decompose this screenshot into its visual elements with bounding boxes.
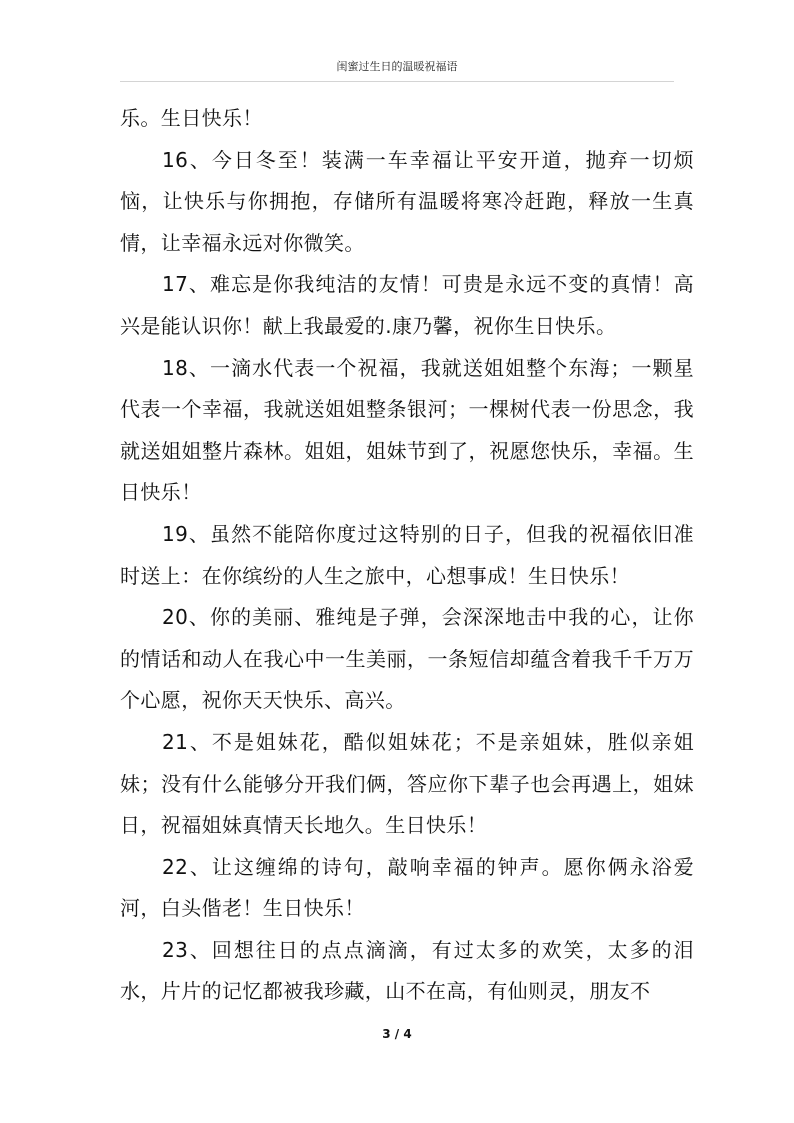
paragraph-21: 21、不是姐妹花，酷似姐妹花；不是亲姐妹，胜似亲姐妹；没有什么能够分开我们俩，答应你下辈子也会再遇上，姐妹日，祝福姐妹真情天长地久。生日快乐！ xyxy=(120,729,694,838)
paragraph-17: 17、难忘是你我纯洁的友情！可贵是永远不变的真情！高兴是能认识你！献上我最爱的.康乃馨，祝你生日快乐。 xyxy=(120,272,694,338)
page-number: 3 / 4 xyxy=(382,1027,412,1041)
document-body xyxy=(120,98,694,1013)
paragraph-19: 19、虽然不能陪你度过这特别的日子，但我的祝福依旧准时送上：在你缤纷的人生之旅中，心想事成！生日快乐！ xyxy=(120,521,694,588)
paragraph-18: 18、一滴水代表一个祝福，我就送姐姐整个东海；一颗星代表一个幸福，我就送姐姐整条银河；一棵树代表一份思念，我就送姐姐整片森林。姐姐，姐妹节到了，祝愿您快乐，幸福。生日快乐！ xyxy=(120,355,694,505)
paragraph-20: 20、你的美丽、雅纯是子弹，会深深地击中我的心，让你的情话和动人在我心中一生美丽，一条短信却蕴含着我千千万万个心愿，祝你天天快乐、高兴。 xyxy=(120,605,694,713)
paragraph-continuation: 乐。生日快乐！ xyxy=(120,106,263,130)
paragraph-16: 16、今日冬至！装满一车幸福让平安开道，抛弃一切烦恼，让快乐与你拥抱，存储所有温暖将寒冷赶跑，释放一生真情，让幸福永远对你微笑。 xyxy=(120,147,694,255)
paragraph-23: 23、回想往日的点点滴滴，有过太多的欢笑，太多的泪水，片片的记忆都被我珍藏，山不在高，有仙则灵，朋友不 xyxy=(120,937,694,1004)
paragraph-22: 22、让这缠绵的诗句，敲响幸福的钟声。愿你俩永浴爱河，白头偕老！生日快乐！ xyxy=(120,854,694,921)
page-header-title: 闺蜜过生日的温暖祝福语 xyxy=(336,60,458,73)
header-divider xyxy=(120,81,674,82)
